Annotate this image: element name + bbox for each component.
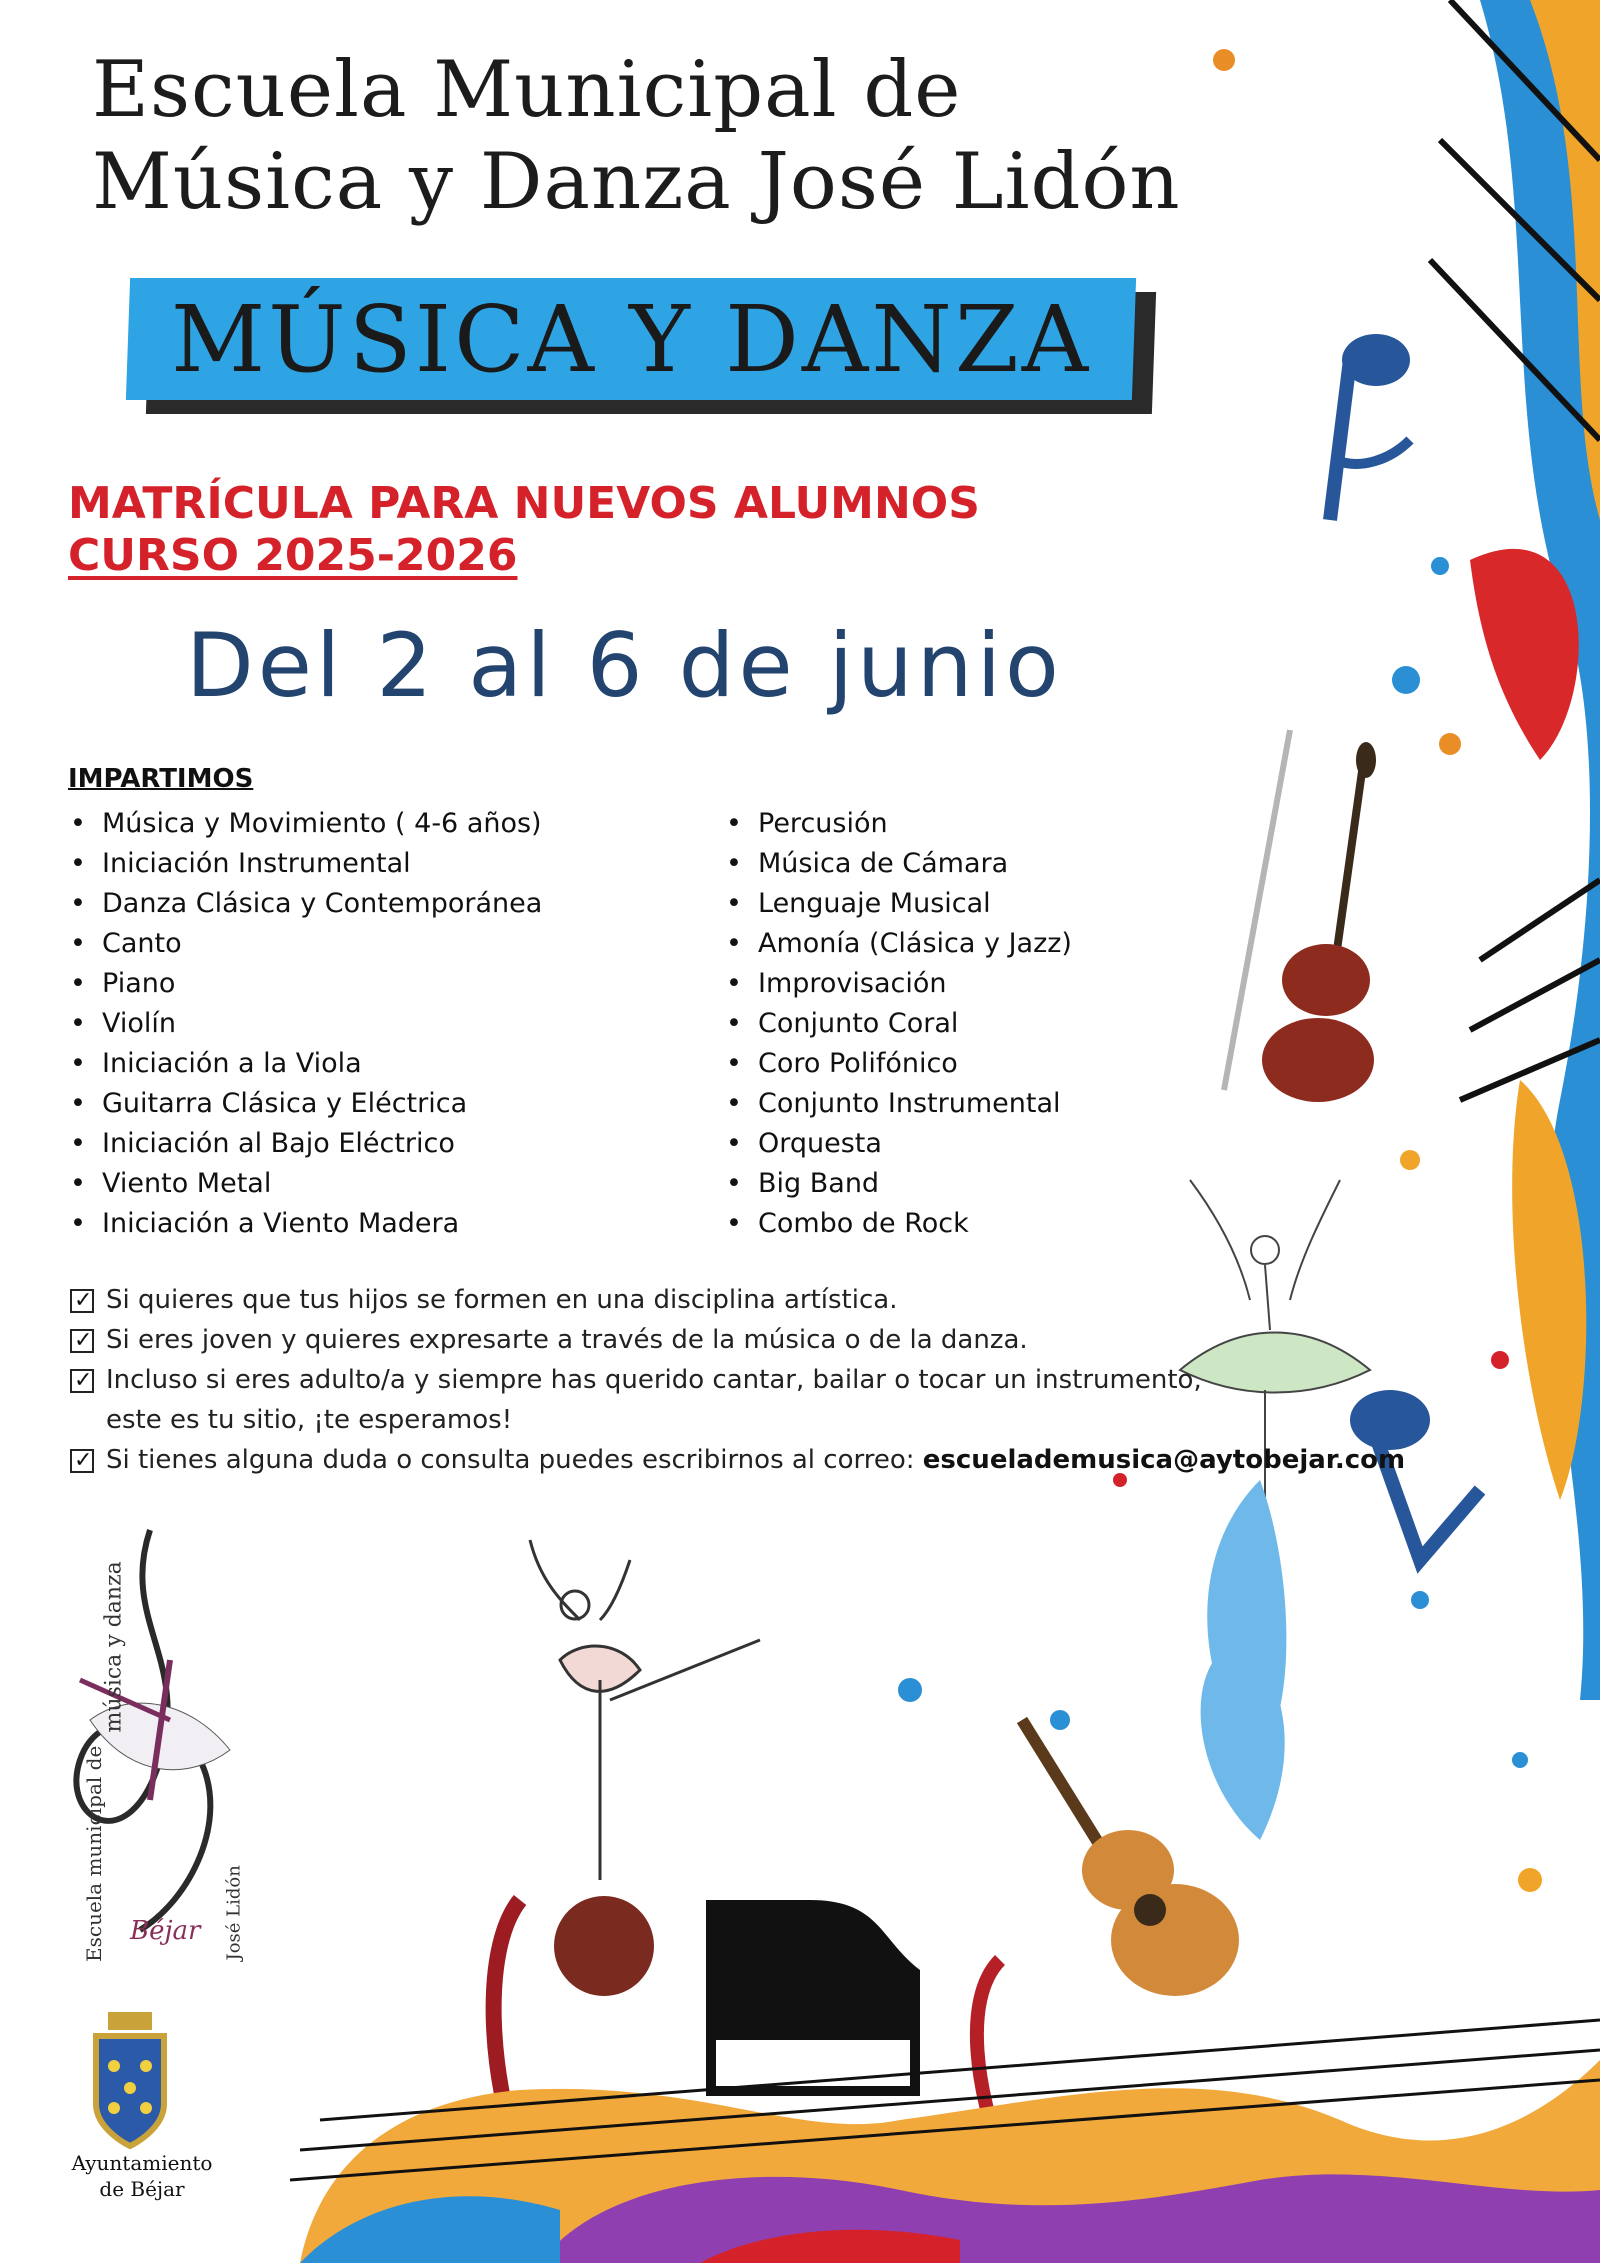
- list-item: • Percusión: [724, 804, 1072, 844]
- piano-icon: [706, 1900, 920, 2096]
- checklist-item: [70, 1280, 1405, 1320]
- list-item: • Canto: [68, 924, 542, 964]
- council-logo-line1: Ayuntamiento: [71, 2151, 213, 2175]
- list-item: • Música y Movimiento ( 4-6 años): [68, 804, 542, 844]
- list-item: • Orquesta: [724, 1124, 1072, 1164]
- school-title-line2: Música y Danza José Lidón: [92, 137, 1181, 227]
- checklist-item: [70, 1360, 1405, 1400]
- checklist-item: [70, 1320, 1405, 1360]
- checklist-text: Incluso si eres adulto/a y siempre has querido cantar, bailar o tocar un instrumento,: [106, 1365, 1202, 1395]
- list-item: • Amonía (Clásica y Jazz): [724, 924, 1072, 964]
- banner-text: MÚSICA Y DANZA: [170, 285, 1092, 393]
- list-item: • Conjunto Coral: [724, 1004, 1072, 1044]
- list-item: • Iniciación Instrumental: [68, 844, 542, 884]
- checklist-item: [70, 1440, 1405, 1480]
- list-item: • Combo de Rock: [724, 1204, 1072, 1244]
- school-logo-text-city: Béjar: [130, 1916, 201, 1946]
- guitar-icon: [1022, 1720, 1239, 1996]
- list-item: • Guitarra Clásica y Eléctrica: [68, 1084, 542, 1124]
- checklist-text: este es tu sitio, ¡te esperamos!: [106, 1405, 513, 1435]
- list-item: • Coro Polifónico: [724, 1044, 1072, 1084]
- list-item: • Lenguaje Musical: [724, 884, 1072, 924]
- school-logo-text-side: José Lidón: [223, 1865, 245, 1961]
- right-ribbon: [1430, 0, 1600, 1700]
- checkbox-icon: [70, 1289, 94, 1313]
- list-item: • Viento Metal: [68, 1164, 542, 1204]
- courses-list-column2: [724, 804, 1072, 1244]
- checklist-text: Si tienes alguna duda o consulta puedes escribirnos al correo:: [106, 1445, 923, 1475]
- violin-icon: [1224, 730, 1376, 1102]
- list-item: • Danza Clásica y Contemporánea: [68, 884, 542, 924]
- checklist-text: Si quieres que tus hijos se formen en una disciplina artística.: [106, 1285, 898, 1315]
- enrollment-dates: Del 2 al 6 de junio: [186, 614, 1063, 717]
- list-item: • Música de Cámara: [724, 844, 1072, 884]
- ballerina-icon-center: [530, 1540, 760, 1880]
- courses-list-column1: [68, 804, 542, 1244]
- banner: [126, 278, 1136, 400]
- school-logo: [64, 1520, 245, 1962]
- school-title: [92, 44, 1181, 228]
- list-item: • Iniciación a Viento Madera: [68, 1204, 542, 1244]
- council-logo: [62, 2150, 222, 2202]
- list-item: • Piano: [68, 964, 542, 1004]
- coat-of-arms-icon: [96, 2012, 164, 2146]
- enrollment-heading: MATRÍCULA PARA NUEVOS ALUMNOS: [68, 478, 980, 529]
- checkbox-icon: [70, 1329, 94, 1353]
- courses-heading: IMPARTIMOS: [68, 764, 254, 794]
- course-year: CURSO 2025-2026: [68, 530, 518, 581]
- checklist-item-continuation: [70, 1400, 1405, 1440]
- checklist-text: Si eres joven y quieres expresarte a través de la música o de la danza.: [106, 1325, 1028, 1355]
- list-item: • Conjunto Instrumental: [724, 1084, 1072, 1124]
- list-item: • Violín: [68, 1004, 542, 1044]
- checkbox-icon: [70, 1449, 94, 1473]
- bottom-splash: [290, 2020, 1600, 2263]
- list-item: • Iniciación al Bajo Eléctrico: [68, 1124, 542, 1164]
- list-item: • Big Band: [724, 1164, 1072, 1204]
- checkbox-icon: [70, 1369, 94, 1393]
- contact-email-link[interactable]: escuelademusica@aytobejar.com: [922, 1445, 1406, 1475]
- school-logo-text-main: Escuela municipal de: [82, 1745, 106, 1962]
- school-logo-text-top: música y danza: [101, 1561, 127, 1733]
- council-logo-line2: de Béjar: [99, 2177, 185, 2201]
- list-item: • Improvisación: [724, 964, 1072, 1004]
- list-item: • Iniciación a la Viola: [68, 1044, 542, 1084]
- school-title-line1: Escuela Municipal de: [92, 45, 962, 135]
- checklist: [70, 1280, 1405, 1480]
